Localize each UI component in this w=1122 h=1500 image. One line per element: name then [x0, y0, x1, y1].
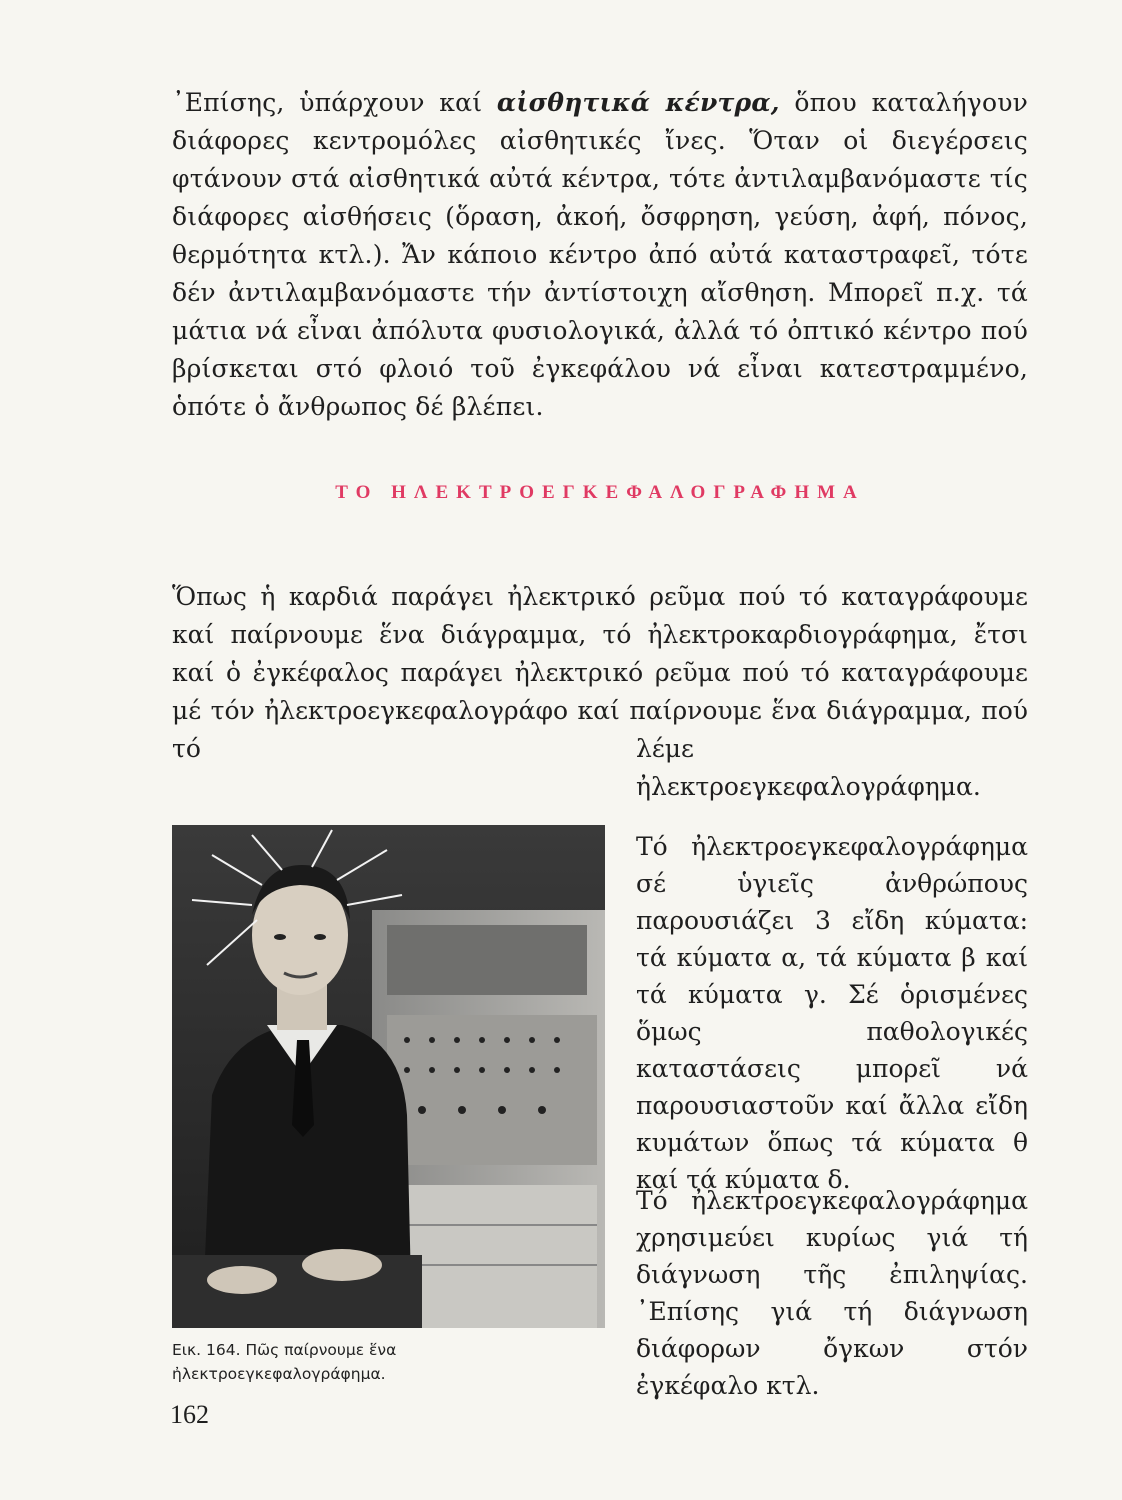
photo-illustration [172, 825, 605, 1328]
eeg-waves-paragraph: Τό ἠλεκτροεγκεφαλογράφημα σέ ὑγιεῖς ἀνθρώπους παρουσιάζει 3 εἴδη κύματα: τά κύματα α, τά κύματα β καί τά κύματα γ. Σέ ὁρισμένες ὅμως παθολογικές καταστάσεις μπορεῖ νά παρουσιαστοῦν καί ἄλλα εἴδη κυμάτων ὅπως τά κύματα θ καί τά κύματα δ. [636, 832, 1028, 1194]
section-heading: ΤΟ ΗΛΕΚΤΡΟΕΓΚΕΦΑΛΟΓΡΑΦΗΜΑ [335, 482, 865, 503]
figure-caption: Εικ. 164. Πῶς παίρνουμε ἕνα ἠλεκτροεγκεφαλογράφημα. [172, 1341, 397, 1383]
intro-paragraph [172, 84, 1028, 426]
eeg-intro-paragraph: Ὅπως ἡ καρδιά παράγει ἠλεκτρικό ρεῦμα πού τό καταγράφουμε καί παίρνουμε ἕνα διάγραμμα, τό ἠλεκτροκαρδιογράφημα, ἔτσι καί ὁ ἐγκέφαλος παράγει ἠλεκτρικό ρεῦμα πού τό καταγράφουμε μέ τόν ἠλεκτροεγκεφαλογράφο καί παίρνουμε ἕνα διάγραμμα, πού τό [172, 582, 1028, 763]
page-number: 162 [170, 1400, 209, 1429]
eeg-intro-paragraph-tail: λέμε ἠλεκτροεγκεφαλογράφημα. [636, 734, 981, 801]
sensory-centers-term: αἰσθητικά κέντρα, [496, 88, 780, 117]
eeg-use-paragraph: Τό ἠλεκτροεγκεφαλογράφημα χρησιμεύει κυρίως γιά τή διάγνωση τῆς ἐπιληψίας. ᾿Επίσης γιά τή διάγνωση διάφορων ὄγκων στόν ἐγκέφαλο κτλ. [636, 1186, 1028, 1400]
intro-rest-text: ὅπου καταλήγουν διάφορες κεντρομόλες αἰσθητικές ἴνες. Ὅταν οἱ διεγέρσεις φτάνουν στά αἰσθητικά αὐτά κέντρα, τότε ἀντιλαμβανόμαστε τίς διάφορες αἰσθήσεις (ὅραση, ἀκοή, ὄσφρηση, γεύση, ἀφή, πόνος, θερμότητα κτλ.). Ἄν κάποιο κέντρο ἀπό αὐτά καταστραφεῖ, τότε δέν ἀντιλαμβανόμαστε τήν ἀντίστοιχη αἴσθηση. Μπορεῖ π.χ. τά μάτια νά εἶναι ἀπόλυτα φυσιολογικά, ἀλλά τό ὀπτικό κέντρο πού βρίσκεται στό φλοιό τοῦ ἐγκεφάλου νά εἶναι κατεστραμμένο, ὁπότε ὁ ἄνθρωπος δέ βλέπει. [172, 88, 1028, 421]
eeg-photograph [172, 825, 605, 1328]
intro-lead-text: ᾿Επίσης, ὑπάρχουν καί [172, 88, 497, 117]
